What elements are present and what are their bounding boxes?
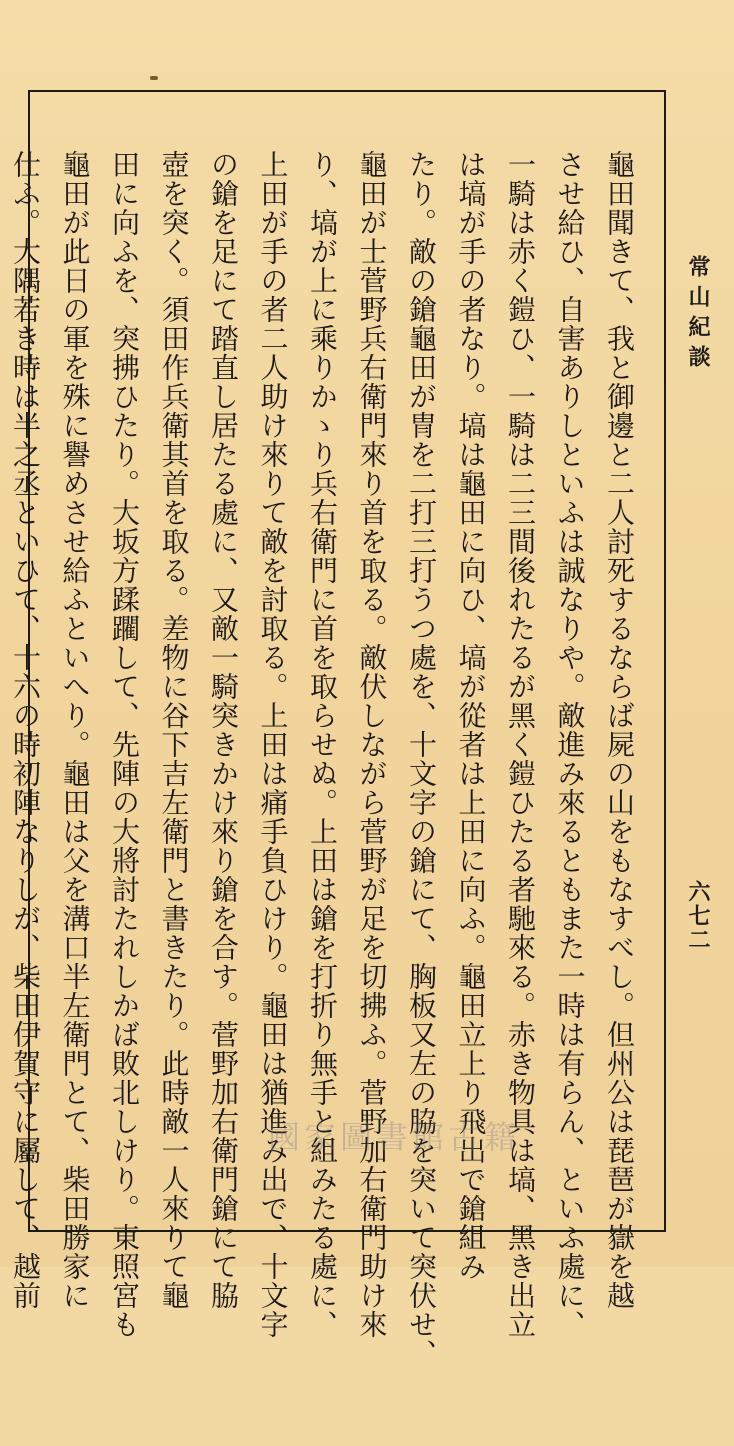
text-column-14 [0,150,1,1190]
paper-speck [150,76,158,80]
text-column-3: 一騎は赤く鎧ひ、一騎は二三間後れたるが黑く鎧ひたる者馳來る。赤き物具は塙、黑き出立 [504,150,537,1339]
running-head: 常山紀談 [685,255,711,375]
text-column-4: は塙が手の者なり。塙は龜田に向ひ、塙が從者は上田に向ふ。龜田立上り飛出で鎗組み [454,150,488,1281]
text-column-2: させ給ひ、自害ありしといふは誠なりや。敵進み來るともまた一時は有らん、といふ處に、 [553,150,587,1339]
page-number: 六七二 [685,880,711,952]
body-text [9,150,644,1368]
text-column-6: 龜田が士菅野兵右衛門來り首を取る。敵伏しながら菅野が足を切拂ふ。菅野加右衛門助け來 [355,150,389,1339]
text-column-7: り、塙が上に乘りかゝり兵右衛門に首を取らせぬ。上田は鎗を打折り無手と組みたる處に、 [306,150,339,1339]
text-column-12: 龜田が此日の軍を殊に譽めさせ給ふといへり。龜田は父を溝口半左衛門とて、柴田勝家に [58,150,92,1310]
text-column-9: の鎗を足にて踏直し居たる處に、又敵一騎突きかけ來り鎗を合す。菅野加右衛門鎗にて脇 [207,150,240,1310]
text-column-13: 仕ふ。大隅若き時は半之丞といひて、十六の時初陣なりしが、柴田伊賀守に屬して、越前 [9,150,42,1310]
text-column-10: 壺を突く。須田作兵衛其首を取る。差物に谷下吉左衛門と書きたり。此時敵一人來りて龜 [157,150,191,1310]
text-column-5: たり。敵の鎗龜田が冑を二打三打うつ處を、十文字の鎗にて、胸板又左の脇を突いて突伏せ、 [405,150,438,1368]
text-column-1: 龜田聞きて、我と御邊と二人討死するならば屍の山をもなすべし。但州公は琵琶が嶽を越 [603,150,636,1310]
text-column-11: 田に向ふを、突拂ひたり。大坂方蹂躙して、先陣の大將討たれしかば敗北しけり。東照宮も [108,150,141,1339]
library-watermark: 國家圖書館古籍 [268,1118,521,1156]
text-column-8: 上田が手の者二人助け來りて敵を討取る。上田は痛手負ひけり。龜田は猶進み出で、十文字 [256,150,290,1339]
